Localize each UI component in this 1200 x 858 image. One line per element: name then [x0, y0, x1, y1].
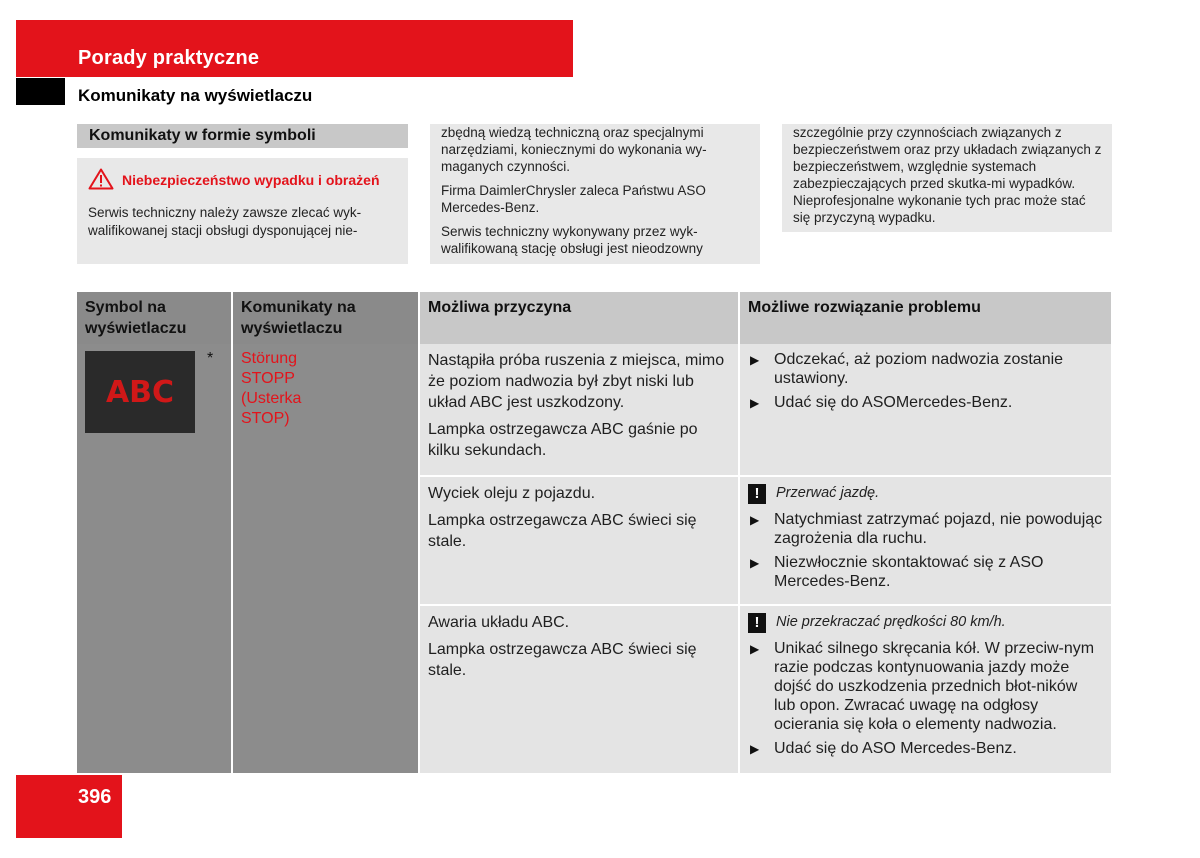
- header-solution: Możliwe rozwiązanie problemu: [739, 292, 1111, 344]
- message-line: Störung: [241, 350, 298, 367]
- middle-text-box: [430, 124, 760, 264]
- table-header-row: [77, 292, 1111, 344]
- page-number: 396: [78, 786, 112, 808]
- abc-warning-symbol: [85, 351, 195, 433]
- cause-text: Nastąpiła próba ruszenia z miejsca, mimo że poziom nadwozia był zbyt niski lub układ ABC jest uszkodzony.: [428, 352, 725, 411]
- notice-line: [748, 612, 1103, 633]
- message-cell: [232, 344, 419, 773]
- solution-item: [748, 739, 1103, 760]
- cause-cell: [419, 476, 739, 605]
- cause-text: Lampka ostrzegawcza ABC świeci się stale.: [428, 641, 697, 679]
- notice-line: [748, 483, 1103, 504]
- solution-cell: [739, 605, 1111, 773]
- warning-title-text: Niebezpieczeństwo wypadku i obrażeń: [122, 172, 380, 188]
- triangle-bullet-icon: ▶: [750, 742, 760, 756]
- solution-item: [748, 553, 1103, 591]
- warning-body: Serwis techniczny należy zawsze zlecać wyk-walifikowanej stacji obsługi dysponującej nie-: [88, 205, 362, 238]
- triangle-bullet-icon: ▶: [750, 556, 760, 570]
- solution-item: [748, 350, 1103, 388]
- solution-item: [748, 639, 1103, 734]
- table-row: [77, 344, 1111, 476]
- triangle-bullet-icon: ▶: [750, 642, 760, 656]
- solution-item: [748, 510, 1103, 548]
- cause-text: Awaria układu ABC.: [428, 614, 570, 631]
- notice-text: Przerwać jazdę.: [776, 485, 880, 501]
- header-black-tab: [16, 78, 65, 105]
- solution-text: Udać się do ASOMercedes-Benz.: [774, 394, 1013, 411]
- triangle-bullet-icon: ▶: [750, 396, 760, 410]
- display-message: [233, 344, 418, 429]
- solution-text: Udać się do ASO Mercedes-Benz.: [774, 740, 1017, 757]
- symbol-cell: [77, 344, 232, 773]
- triangle-bullet-icon: ▶: [750, 353, 760, 367]
- solution-cell: [739, 476, 1111, 605]
- solution-cell: [739, 344, 1111, 476]
- notice-text: Nie przekraczać prędkości 80 km/h.: [776, 614, 1006, 630]
- right-text-box: [782, 124, 1112, 232]
- cause-cell: [419, 605, 739, 773]
- message-line: STOP): [241, 410, 290, 427]
- cause-text: Lampka ostrzegawcza ABC gaśnie po kilku sekundach.: [428, 421, 698, 459]
- triangle-bullet-icon: ▶: [750, 513, 760, 527]
- footnote-asterisk: *: [207, 350, 214, 367]
- cause-text: Lampka ostrzegawcza ABC świeci się stale.: [428, 512, 697, 550]
- page-number-tab: [16, 775, 122, 838]
- message-line: (Usterka: [241, 390, 302, 407]
- paragraph: szczególnie przy czynnościach związanych z bezpieczeństwem oraz przy układach związanych z bezpieczeństwem, względnie systemach zabezpieczających przed skutka-mi wypadków. Nieprofesjonalne wykonanie tych prac może stać się przyczyną wypadku.: [793, 125, 1102, 225]
- solution-text: Niezwłocznie skontaktować się z ASO Mercedes-Benz.: [774, 554, 1044, 590]
- solution-text: Natychmiast zatrzymać pojazd, nie powodując zagrożenia dla ruchu.: [774, 511, 1103, 547]
- solution-item: [748, 393, 1103, 414]
- header-cause: Możliwa przyczyna: [419, 292, 739, 344]
- message-line: STOPP: [241, 370, 295, 387]
- section-title: Porady praktyczne: [78, 47, 260, 69]
- paragraph: Firma DaimlerChrysler zaleca Państwu ASO Mercedes-Benz.: [441, 183, 706, 215]
- warning-triangle-icon: [88, 168, 114, 196]
- cause-cell: [419, 344, 739, 476]
- paragraph: Serwis techniczny wykonywany przez wyk-walifikowaną stację obsługi jest nieodzowny: [441, 224, 703, 256]
- header-symbol: Symbol na wyświetlaczu: [77, 292, 232, 344]
- messages-table: [77, 292, 1111, 773]
- cause-text: Wyciek oleju z pojazdu.: [428, 485, 596, 502]
- column-heading: Komunikaty w formie symboli: [77, 124, 408, 148]
- warning-box: [77, 158, 408, 264]
- solution-text: Unikać silnego skręcania kół. W przeciw-nym razie podczas kontynuowania jazdy może dojść do uszkodzenia przednich błot-ników lub opon. Zwracać uwagę na odgłosy ocierania się koła o elementy nadwozia.: [774, 640, 1095, 733]
- paragraph: zbędną wiedzą techniczną oraz specjalnymi narzędziami, koniecznymi do wykonania wy-maganych czynności.: [441, 125, 707, 174]
- subsection-title: Komunikaty na wyświetlaczu: [78, 86, 313, 105]
- warning-title: [88, 168, 398, 196]
- solution-text: Odczekać, aż poziom nadwozia zostanie ustawiony.: [774, 351, 1064, 387]
- header-message: Komunikaty na wyświetlaczu: [232, 292, 419, 344]
- exclamation-icon: !: [748, 613, 766, 633]
- section-header-bar: [16, 20, 573, 77]
- abc-symbol-text: ABC: [105, 374, 175, 410]
- exclamation-icon: !: [748, 484, 766, 504]
